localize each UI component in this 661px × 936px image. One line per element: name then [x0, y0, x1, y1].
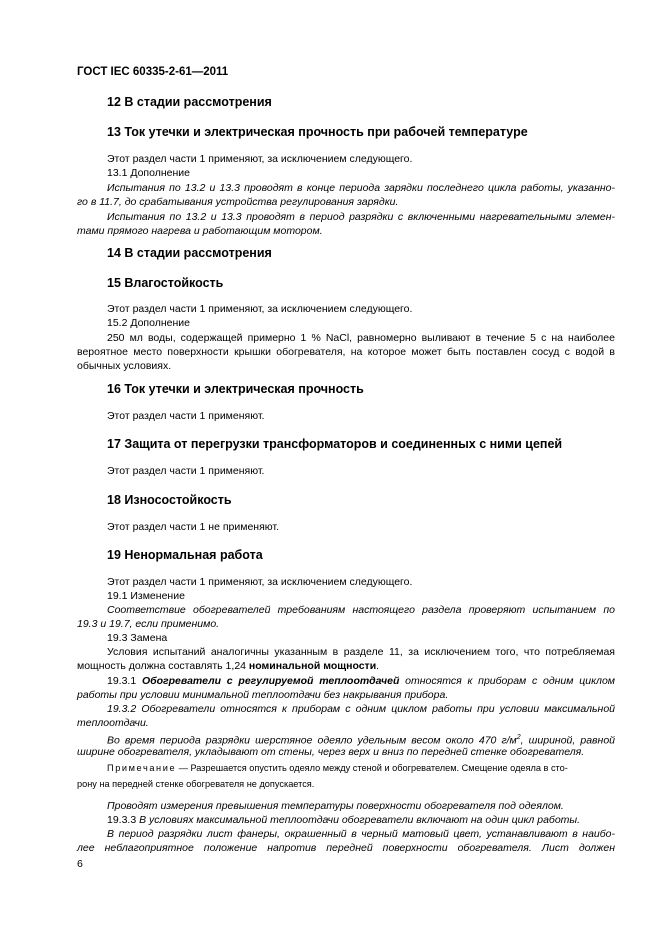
s17-intro: Этот раздел части 1 применяют.: [107, 465, 265, 477]
s19-text-3b-start: мощность должна составлять 1,24: [77, 660, 249, 672]
s18-intro: Этот раздел части 1 не применяют.: [107, 521, 279, 533]
s19-3-3-number: 19.3.3: [107, 814, 140, 826]
s15-text-b: вероятное место поверхности крышки обогревателя, на которое может быть поставлен сосуд с водой в: [77, 346, 615, 358]
heading-section-14: 14 В стадии рассмотрения: [107, 246, 272, 260]
s19-3-1-term: Обогреватели с регулируемой теплоотдачей: [141, 675, 400, 687]
s19-text-19-3-2a: 19.3.2 Обогреватели относятся к приборам с одним циклом работы при условии максимальной: [107, 703, 615, 715]
heading-section-16: 16 Ток утечки и электрическая прочность: [107, 382, 364, 396]
s19-text-plywood-a: В период разрядки лист фанеры, окрашенный в черный матовый цвет, устанавливают в наибо-: [107, 828, 615, 840]
s19-text-19-3-1a: [77, 674, 615, 689]
note-label: Примечание: [107, 763, 177, 773]
s19-text-19-3-2b: теплоотдачи.: [77, 717, 149, 729]
s15-subheading: 15.2 Дополнение: [107, 317, 190, 329]
heading-section-12: 12 В стадии рассмотрения: [107, 95, 272, 109]
blanket-text-superscript: 2: [516, 734, 521, 741]
note: [77, 760, 615, 776]
s13-text-2a: Испытания по 13.2 и 13.3 проводят в период разрядки с включенными нагревательными элемен-: [107, 211, 615, 223]
s19-text-3b-end: .: [376, 660, 380, 672]
heading-section-13: 13 Ток утечки и электрическая прочность при рабочей температуре: [107, 125, 528, 139]
s13-subheading: 13.1 Дополнение: [107, 167, 190, 179]
note-text-b: рону на передней стенке обогревателя не допускается.: [77, 779, 315, 789]
s19-3-3-text: В условиях максимальной теплоотдачи обогреватели включают на один цикл работы.: [139, 814, 581, 826]
heading-section-15: 15 Влагостойкость: [107, 276, 224, 290]
s19-text-3a: Условия испытаний аналогичны указанным в разделе 11, за исключением того, что потребляемая: [107, 646, 615, 658]
s19-3-1-rest: относятся к приборам с одним циклом: [399, 675, 615, 687]
s15-intro: Этот раздел части 1 применяют, за исключением следующего.: [107, 303, 413, 315]
s19-text-measure: Проводят измерения превышения температуры поверхности обогревателя под одеялом.: [107, 800, 564, 812]
blanket-text-end: , шириной, равной: [520, 734, 615, 747]
s19-text-1a: Соответствие обогревателей требованиям настоящего раздела проверяют испытанием по: [107, 604, 615, 616]
s13-intro: Этот раздел части 1 применяют, за исключением следующего.: [107, 153, 413, 165]
s15-text-a: 250 мл воды, содержащей примерно 1 % NaCl, равномерно выливают в течение 5 с на наиболее: [107, 332, 615, 344]
s19-subheading-19-3: 19.3 Замена: [107, 632, 168, 644]
s13-text-1b: го в 11.7, до срабатывания устройства регулирования зарядки.: [77, 196, 399, 208]
blanket-text-start: Во время периода разрядки шерстяное одеяло удельным весом около 470 г/м: [107, 734, 517, 747]
s19-text-3b: [77, 659, 615, 674]
s19-text-19-3-1b: работы при условии минимальной теплоотдачи без накрывания прибора.: [77, 689, 449, 701]
s19-3-1-number: 19.3.1: [107, 675, 142, 687]
s16-intro: Этот раздел части 1 применяют.: [107, 410, 265, 422]
heading-section-19: 19 Ненормальная работа: [107, 548, 263, 562]
s19-intro: Этот раздел части 1 применяют, за исключением следующего.: [107, 576, 413, 588]
heading-section-18: 18 Износостойкость: [107, 493, 232, 507]
s19-text-blanket-b: ширине обогревателя, укладывают от стены, через верх и вниз по передней стенке обогревателя.: [77, 746, 585, 758]
s19-text-3b-bold: номинальной мощности: [248, 660, 377, 672]
document-header: ГОСТ IEC 60335-2-61—2011: [77, 66, 229, 78]
s19-text-19-3-3: [77, 813, 615, 828]
s19-text-1b: 19.3 и 19.7, если применимо.: [77, 618, 220, 630]
s19-subheading-19-1: 19.1 Изменение: [107, 590, 185, 602]
s13-text-2b: тами прямого нагрева и работающим мотором.: [77, 225, 323, 237]
s19-text-plywood-b: лее неблагоприятное положение напротив передней поверхности обогревателя. Лист должен: [77, 842, 615, 854]
page-number: 6: [77, 858, 83, 870]
heading-section-17: 17 Защита от перегрузки трансформаторов и соединенных с ними цепей: [107, 437, 563, 451]
note-text-a: — Разрешается опустить одеяло между стеной и обогревателем. Смещение одеяла в сто-: [176, 763, 568, 773]
s15-text-c: обычных условиях.: [77, 360, 172, 372]
s13-text-1a: Испытания по 13.2 и 13.3 проводят в конце периода зарядки последнего цикла работы, указанно-: [107, 182, 615, 194]
